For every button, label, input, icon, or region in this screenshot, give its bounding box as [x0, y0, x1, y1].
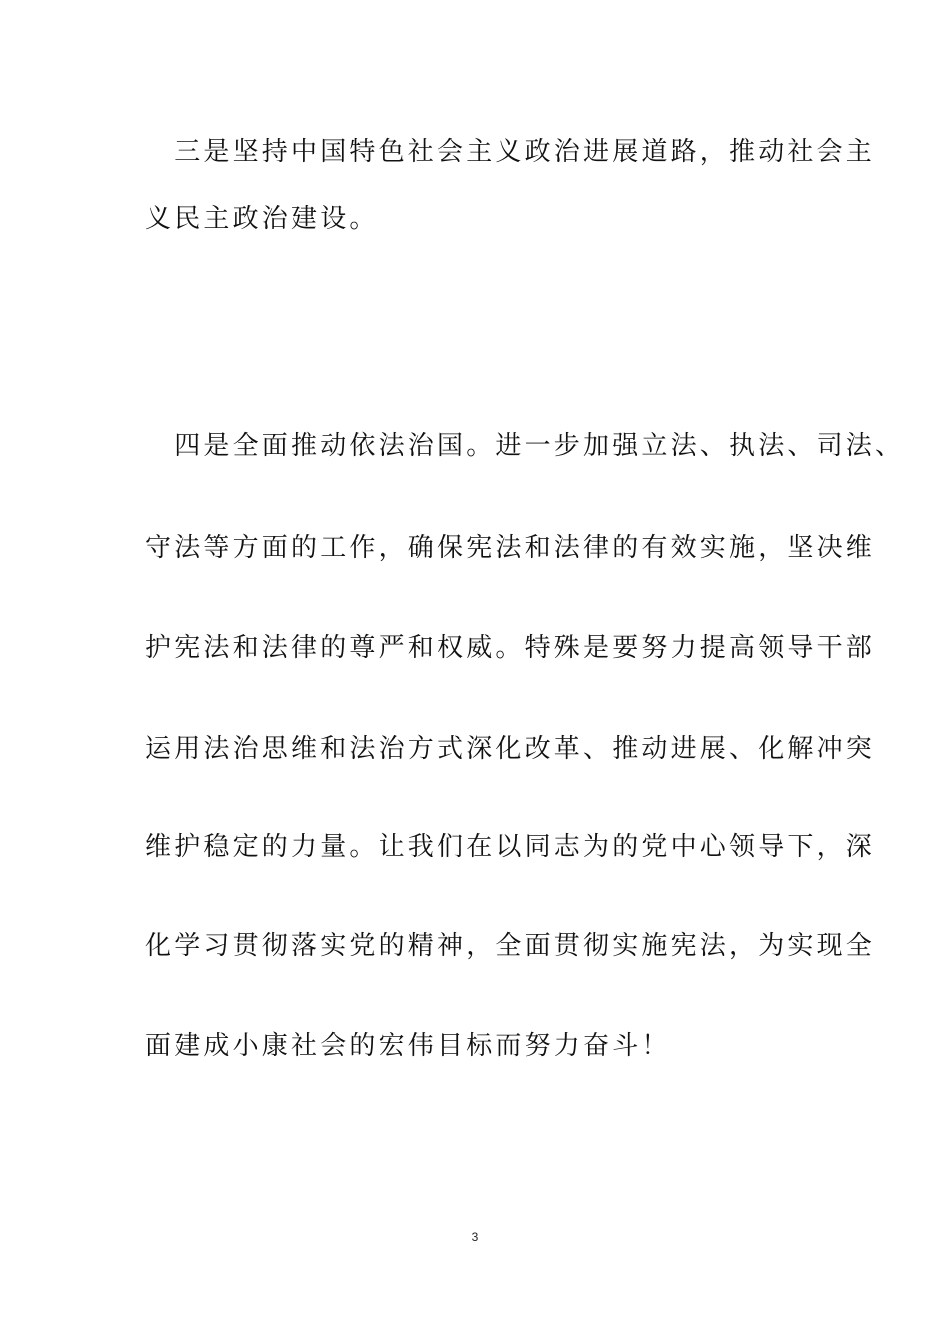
paragraph-line: 义民主政治建设。: [145, 204, 379, 234]
paragraph-line: 护宪法和法律的尊严和权威。特殊是要努力提高领导干部: [145, 633, 876, 663]
page-number: 3: [471, 1230, 479, 1244]
paragraph-line: 面建成小康社会的宏伟目标而努力奋斗！: [145, 1031, 671, 1061]
paragraph-line: 三是坚持中国特色社会主义政治进展道路，推动社会主: [145, 137, 876, 167]
paragraph-line: 维护稳定的力量。让我们在以同志为的党中心领导下，深: [145, 832, 876, 862]
paragraph-line: 四是全面推动依法治国。进一步加强立法、执法、司法、: [145, 431, 905, 461]
paragraph-line: 守法等方面的工作，确保宪法和法律的有效实施，坚决维: [145, 533, 876, 563]
paragraph-line: 化学习贯彻落实党的精神，全面贯彻实施宪法，为实现全: [145, 931, 876, 961]
paragraph-line: 运用法治思维和法治方式深化改革、推动进展、化解冲突: [145, 734, 876, 764]
